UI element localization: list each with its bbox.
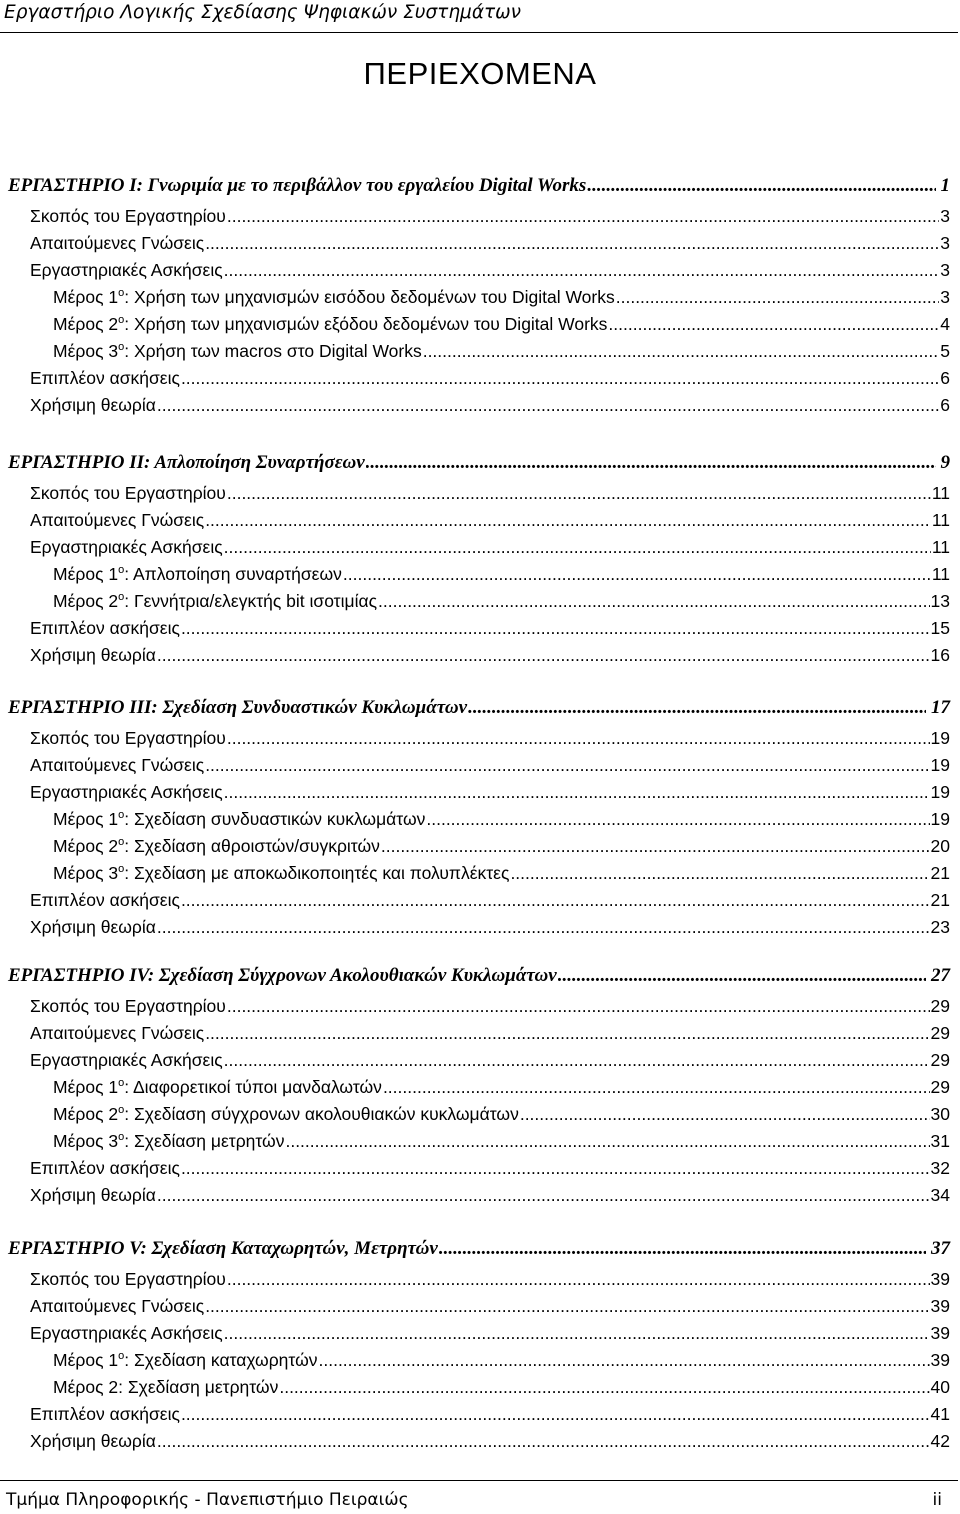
toc-page-number: 32 xyxy=(930,1158,950,1178)
toc-entry-text: : Σχεδίαση σύγχρονων ακολουθιακών κυκλωμάτων xyxy=(124,1104,519,1124)
toc-entry-text: Χρήσιμη θεωρία xyxy=(30,1185,156,1205)
toc-section-entry[interactable] xyxy=(30,1404,950,1431)
toc-entry-prefix: Μέρος 2 xyxy=(53,591,119,611)
toc-section-entry[interactable] xyxy=(30,728,950,755)
toc-entry-text: Επιπλέον ασκήσεις xyxy=(30,618,180,638)
toc-subsection-entry[interactable] xyxy=(53,564,950,591)
toc-entry-title xyxy=(53,341,422,362)
toc-page-number: 11 xyxy=(931,564,950,584)
toc-section-entry[interactable] xyxy=(30,483,950,510)
toc-leader-dots xyxy=(319,1350,930,1371)
toc-entry-text: : Γεννήτρια/ελεγκτής bit ισοτιμίας xyxy=(124,591,378,611)
toc-section-entry[interactable] xyxy=(30,618,950,645)
toc-page-number: 23 xyxy=(930,917,950,937)
toc-leader-dots xyxy=(181,890,930,911)
toc-entry-title xyxy=(53,809,425,830)
toc-leader-dots xyxy=(181,1158,930,1179)
toc-entry-title xyxy=(30,1269,226,1290)
toc-entry-text: : Σχεδίαση αθροιστών/συγκριτών xyxy=(124,836,380,856)
toc-section-entry[interactable] xyxy=(30,537,950,564)
toc-leader-dots xyxy=(181,368,939,389)
toc-entry-prefix: Μέρος 1 xyxy=(53,287,119,307)
footer-page-number: ii xyxy=(932,1490,942,1510)
toc-entry-text: : Σχεδίαση συνδυαστικών κυκλωμάτων xyxy=(124,809,426,829)
toc-leader-dots xyxy=(343,564,931,585)
toc-entry-text: Εργαστηριακές Ασκήσεις xyxy=(30,1323,223,1343)
toc-page-number: 19 xyxy=(930,782,950,802)
page-title: ΠΕΡΙΕΧΟΜΕΝΑ xyxy=(363,56,597,91)
toc-subsection-entry[interactable] xyxy=(53,863,950,890)
toc-page-number: 34 xyxy=(930,1185,950,1205)
toc-leader-dots xyxy=(227,206,939,227)
toc-page-number: 3 xyxy=(940,287,950,307)
toc-leader-dots xyxy=(181,618,930,639)
toc-leader-dots xyxy=(205,510,931,531)
toc-leader-dots xyxy=(587,175,935,197)
toc-entry-text: Εργαστηριακές Ασκήσεις xyxy=(30,782,223,802)
toc-page-number: 6 xyxy=(940,395,950,415)
toc-subsection-entry[interactable] xyxy=(53,1104,950,1131)
toc-entry-prefix: Μέρος 3 xyxy=(53,341,119,361)
toc-page-number: 9 xyxy=(940,452,950,473)
toc-entry-title xyxy=(30,618,180,639)
toc-section-entry[interactable] xyxy=(30,395,950,422)
toc-entry-title xyxy=(53,863,509,884)
toc-entry-prefix: Μέρος 3 xyxy=(53,863,119,883)
toc-leader-dots xyxy=(227,996,930,1017)
toc-entry-text: Σκοπός του Εργαστηρίου xyxy=(30,1269,226,1289)
toc-leader-dots xyxy=(205,1023,929,1044)
toc-section-entry[interactable] xyxy=(30,890,950,917)
toc-page-number: 29 xyxy=(930,1050,950,1070)
toc-page-number: 3 xyxy=(940,260,950,280)
ordinal-superscript: ο xyxy=(118,287,125,300)
toc-page-number: 39 xyxy=(930,1323,950,1343)
toc-subsection-entry[interactable] xyxy=(53,1350,950,1377)
toc-entry-text: Εργαστηριακές Ασκήσεις xyxy=(30,1050,223,1070)
toc-page-number: 3 xyxy=(940,206,950,226)
toc-subsection-entry[interactable] xyxy=(53,314,950,341)
toc-entry-text: Σκοπός του Εργαστηρίου xyxy=(30,483,226,503)
toc-page-number: 39 xyxy=(930,1269,950,1289)
toc-leader-dots xyxy=(279,1377,929,1398)
toc-section-entry[interactable] xyxy=(30,1269,950,1296)
toc-page-number: 1 xyxy=(940,175,950,196)
toc-page-number: 5 xyxy=(940,341,950,361)
toc-entry-title xyxy=(53,591,377,612)
toc-section-entry[interactable] xyxy=(30,782,950,809)
ordinal-superscript: ο xyxy=(118,1077,125,1090)
toc-lab-title: ΕΡΓΑΣΤΗΡΙΟ ΙΙΙ: Σχεδίαση Συνδυαστικών Κυκλωμάτων xyxy=(8,697,468,718)
toc-entry-text: Σκοπός του Εργαστηρίου xyxy=(30,206,226,226)
toc-section-entry[interactable] xyxy=(30,1185,950,1212)
toc-section-entry[interactable] xyxy=(30,1296,950,1323)
toc-entry-title xyxy=(30,1431,156,1452)
toc-subsection-entry[interactable] xyxy=(53,287,950,314)
toc-entry-title xyxy=(30,890,180,911)
toc-leader-dots xyxy=(157,1431,930,1452)
toc-entry-text: Επιπλέον ασκήσεις xyxy=(30,890,180,910)
ordinal-superscript: ο xyxy=(118,809,125,822)
ordinal-superscript: ο xyxy=(118,863,125,876)
toc-leader-dots xyxy=(224,537,931,558)
header-rule xyxy=(0,32,958,33)
toc-subsection-entry[interactable] xyxy=(53,809,950,836)
toc-entry-text: : Χρήση των macros στο Digital Works xyxy=(124,341,422,361)
toc-leader-dots xyxy=(426,809,929,830)
toc-entry-text: Χρήσιμη θεωρία xyxy=(30,395,156,415)
toc-entry-text: Απαιτούμενες Γνώσεις xyxy=(30,233,205,253)
toc-lab-title: ΕΡΓΑΣΤΗΡΙΟ ΙΙ: Απλοποίηση Συναρτήσεων xyxy=(8,452,365,473)
toc-leader-dots xyxy=(224,1050,930,1071)
toc-leader-dots xyxy=(520,1104,930,1125)
toc-page-number: 30 xyxy=(930,1104,950,1124)
toc-entry-title xyxy=(53,1131,284,1152)
toc-leader-dots xyxy=(468,697,926,719)
toc-page-number: 21 xyxy=(930,890,950,910)
toc-entry-text: Εργαστηριακές Ασκήσεις xyxy=(30,260,223,280)
toc-section-entry[interactable] xyxy=(30,260,950,287)
toc-leader-dots xyxy=(608,314,939,335)
toc-page-number: 19 xyxy=(930,728,950,748)
toc-entry-prefix: Μέρος 2 xyxy=(53,1377,119,1397)
toc-page-number: 11 xyxy=(931,510,950,530)
toc-page-number: 37 xyxy=(931,1238,950,1259)
toc-entry-text: : Χρήση των μηχανισμών εισόδου δεδομένων του Digital Works xyxy=(124,287,615,307)
toc-entry-text: Επιπλέον ασκήσεις xyxy=(30,1404,180,1424)
toc-entry-text: Σκοπός του Εργαστηρίου xyxy=(30,996,226,1016)
toc-leader-dots xyxy=(510,863,929,884)
toc-leader-dots xyxy=(224,1323,930,1344)
toc-page-number: 19 xyxy=(930,755,950,775)
toc-entry-title xyxy=(30,1296,204,1317)
toc-leader-dots xyxy=(157,1185,930,1206)
toc-entry-title xyxy=(30,1323,223,1344)
toc-entry-prefix: Μέρος 2 xyxy=(53,314,119,334)
toc-page-number: 29 xyxy=(930,996,950,1016)
toc-entry-text: Επιπλέον ασκήσεις xyxy=(30,368,180,388)
ordinal-superscript: ο xyxy=(118,1104,125,1117)
toc-section-entry[interactable] xyxy=(30,755,950,782)
ordinal-superscript: ο xyxy=(118,341,125,354)
toc-leader-dots xyxy=(224,782,930,803)
toc-leader-dots xyxy=(381,836,930,857)
toc-entry-title xyxy=(53,1077,382,1098)
ordinal-superscript: ο xyxy=(118,836,125,849)
toc-entry-title xyxy=(30,782,223,803)
toc-entry-text: Χρήσιμη θεωρία xyxy=(30,1431,156,1451)
toc-entry-title xyxy=(30,728,226,749)
toc-entry-title xyxy=(53,564,342,585)
toc-page-number: 40 xyxy=(930,1377,950,1397)
toc-entry-text: : Διαφορετικοί τύποι μανδαλωτών xyxy=(124,1077,382,1097)
toc-entry-text: Χρήσιμη θεωρία xyxy=(30,917,156,937)
toc-entry-text: : Χρήση των μηχανισμών εξόδου δεδομένων του Digital Works xyxy=(124,314,608,334)
footer-text: Τμήμα Πληροφορικής - Πανεπιστήμιο Πειραιώς xyxy=(6,1490,409,1510)
toc-entry-title xyxy=(30,510,204,531)
toc-entry-prefix: Μέρος 3 xyxy=(53,1131,119,1151)
toc-leader-dots xyxy=(224,260,940,281)
toc-page-number: 4 xyxy=(940,314,950,334)
toc-page-number: 29 xyxy=(930,1077,950,1097)
toc-page-number: 3 xyxy=(940,233,950,253)
toc-entry-text: : Απλοποίηση συναρτήσεων xyxy=(124,564,342,584)
toc-leader-dots xyxy=(616,287,940,308)
toc-subsection-entry[interactable] xyxy=(53,1131,950,1158)
footer-rule xyxy=(0,1480,958,1481)
toc-entry-title xyxy=(53,1104,519,1125)
toc-page-number: 29 xyxy=(930,1023,950,1043)
toc-page-number: 31 xyxy=(930,1131,950,1151)
toc-entry-text: Σκοπός του Εργαστηρίου xyxy=(30,728,226,748)
toc-entry-prefix: Μέρος 2 xyxy=(53,1104,119,1124)
toc-section-entry[interactable] xyxy=(30,1023,950,1050)
toc-lab-title: ΕΡΓΑΣΤΗΡΙΟ Ι: Γνωριμία με το περιβάλλον του εργαλείου Digital Works xyxy=(8,175,587,196)
toc-page-number: 13 xyxy=(930,591,950,611)
toc-leader-dots xyxy=(227,728,930,749)
toc-entry-title xyxy=(30,645,156,666)
toc-page-number: 15 xyxy=(930,618,950,638)
toc-lab-heading[interactable] xyxy=(8,175,950,202)
toc-entry-text: Απαιτούμενες Γνώσεις xyxy=(30,510,205,530)
toc-leader-dots xyxy=(157,395,939,416)
toc-entry-title xyxy=(30,1050,223,1071)
toc-page-number: 42 xyxy=(930,1431,950,1451)
toc-leader-dots xyxy=(285,1131,929,1152)
toc-entry-title xyxy=(30,206,226,227)
toc-entry-text: Απαιτούμενες Γνώσεις xyxy=(30,1296,205,1316)
toc-entry-text: Απαιτούμενες Γνώσεις xyxy=(30,755,205,775)
toc-page-number: 11 xyxy=(931,483,950,503)
toc-page-number: 16 xyxy=(930,645,950,665)
toc-leader-dots xyxy=(157,645,930,666)
toc-leader-dots xyxy=(383,1077,930,1098)
toc-subsection-entry[interactable] xyxy=(53,591,950,618)
toc-leader-dots xyxy=(205,233,939,254)
toc-entry-title xyxy=(30,996,226,1017)
toc-page-number: 17 xyxy=(931,697,950,718)
toc-entry-text: : Σχεδίαση καταχωρητών xyxy=(124,1350,318,1370)
toc-page-number: 6 xyxy=(940,368,950,388)
toc-leader-dots xyxy=(439,1238,926,1260)
toc-entry-text: : Σχεδίαση με αποκωδικοποιητές και πολυπλέκτες xyxy=(124,863,510,883)
toc-entry-text: Επιπλέον ασκήσεις xyxy=(30,1158,180,1178)
toc-subsection-entry[interactable] xyxy=(53,1077,950,1104)
toc-page-number: 21 xyxy=(930,863,950,883)
toc-entry-text: Απαιτούμενες Γνώσεις xyxy=(30,1023,205,1043)
toc-leader-dots xyxy=(157,917,930,938)
toc-entry-text: : Σχεδίαση μετρητών xyxy=(118,1377,279,1397)
toc-leader-dots xyxy=(227,483,931,504)
toc-entry-title xyxy=(30,1404,180,1425)
toc-section-entry[interactable] xyxy=(30,1050,950,1077)
toc-entry-title xyxy=(30,233,204,254)
toc-entry-prefix: Μέρος 1 xyxy=(53,1350,119,1370)
toc-entry-title xyxy=(30,1185,156,1206)
toc-section-entry[interactable] xyxy=(30,1431,950,1458)
toc-page-number: 11 xyxy=(931,537,950,557)
toc-entry-title xyxy=(30,755,204,776)
ordinal-superscript: ο xyxy=(118,564,125,577)
toc-page-number: 19 xyxy=(930,809,950,829)
toc-section-entry[interactable] xyxy=(30,510,950,537)
toc-lab-title: ΕΡΓΑΣΤΗΡΙΟ V: Σχεδίαση Καταχωρητών, Μετρητών xyxy=(8,1238,438,1259)
toc-entry-title xyxy=(30,1023,204,1044)
toc-lab-title: ΕΡΓΑΣΤΗΡΙΟ IV: Σχεδίαση Σύγχρονων Ακολουθιακών Κυκλωμάτων xyxy=(8,965,557,986)
toc-entry-prefix: Μέρος 1 xyxy=(53,564,119,584)
toc-leader-dots xyxy=(205,1296,929,1317)
toc-section-entry[interactable] xyxy=(30,645,950,672)
toc-entry-title xyxy=(53,836,380,857)
toc-entry-title xyxy=(30,395,156,416)
toc-entry-prefix: Μέρος 1 xyxy=(53,1077,119,1097)
toc-entry-title xyxy=(30,260,223,281)
toc-lab-heading[interactable] xyxy=(8,1238,950,1265)
toc-section-entry[interactable] xyxy=(30,368,950,395)
toc-entry-prefix: Μέρος 1 xyxy=(53,809,119,829)
toc-section-entry[interactable] xyxy=(30,996,950,1023)
ordinal-superscript: ο xyxy=(118,1131,125,1144)
toc-section-entry[interactable] xyxy=(30,206,950,233)
ordinal-superscript: ο xyxy=(118,314,125,327)
toc-entry-title xyxy=(53,1350,318,1371)
ordinal-superscript: ο xyxy=(118,1350,125,1363)
toc-section-entry[interactable] xyxy=(30,1158,950,1185)
toc-leader-dots xyxy=(181,1404,930,1425)
toc-section-entry[interactable] xyxy=(30,917,950,944)
toc-subsection-entry[interactable] xyxy=(53,341,950,368)
toc-entry-title xyxy=(30,917,156,938)
toc-section-entry[interactable] xyxy=(30,233,950,260)
toc-entry-title xyxy=(53,314,607,335)
ordinal-superscript: ο xyxy=(118,591,125,604)
toc-leader-dots xyxy=(227,1269,930,1290)
toc-leader-dots xyxy=(558,965,926,987)
toc-entry-title xyxy=(30,537,223,558)
toc-entry-title xyxy=(30,368,180,389)
toc-page-number: 20 xyxy=(930,836,950,856)
toc-subsection-entry[interactable] xyxy=(53,836,950,863)
toc-leader-dots xyxy=(423,341,940,362)
toc-lab-heading[interactable] xyxy=(8,697,950,724)
toc-page-number: 39 xyxy=(930,1296,950,1316)
running-header: Εργαστήριο Λογικής Σχεδίασης Ψηφιακών Συστημάτων xyxy=(4,2,521,23)
toc-lab-heading[interactable] xyxy=(8,452,950,479)
toc-leader-dots xyxy=(366,452,936,474)
toc-page-number: 41 xyxy=(930,1404,950,1424)
toc-entry-title xyxy=(53,287,615,308)
toc-page-number: 39 xyxy=(930,1350,950,1370)
toc-page-number: 27 xyxy=(931,965,950,986)
toc-entry-text: Εργαστηριακές Ασκήσεις xyxy=(30,537,223,557)
toc-leader-dots xyxy=(205,755,929,776)
toc-subsection-entry[interactable] xyxy=(53,1377,950,1404)
toc-entry-prefix: Μέρος 2 xyxy=(53,836,119,856)
toc-entry-title xyxy=(53,1377,278,1398)
toc-section-entry[interactable] xyxy=(30,1323,950,1350)
toc-entry-text: : Σχεδίαση μετρητών xyxy=(124,1131,285,1151)
toc-lab-heading[interactable] xyxy=(8,965,950,992)
toc-entry-title xyxy=(30,1158,180,1179)
toc-entry-text: Χρήσιμη θεωρία xyxy=(30,645,156,665)
toc-leader-dots xyxy=(378,591,930,612)
toc-entry-title xyxy=(30,483,226,504)
